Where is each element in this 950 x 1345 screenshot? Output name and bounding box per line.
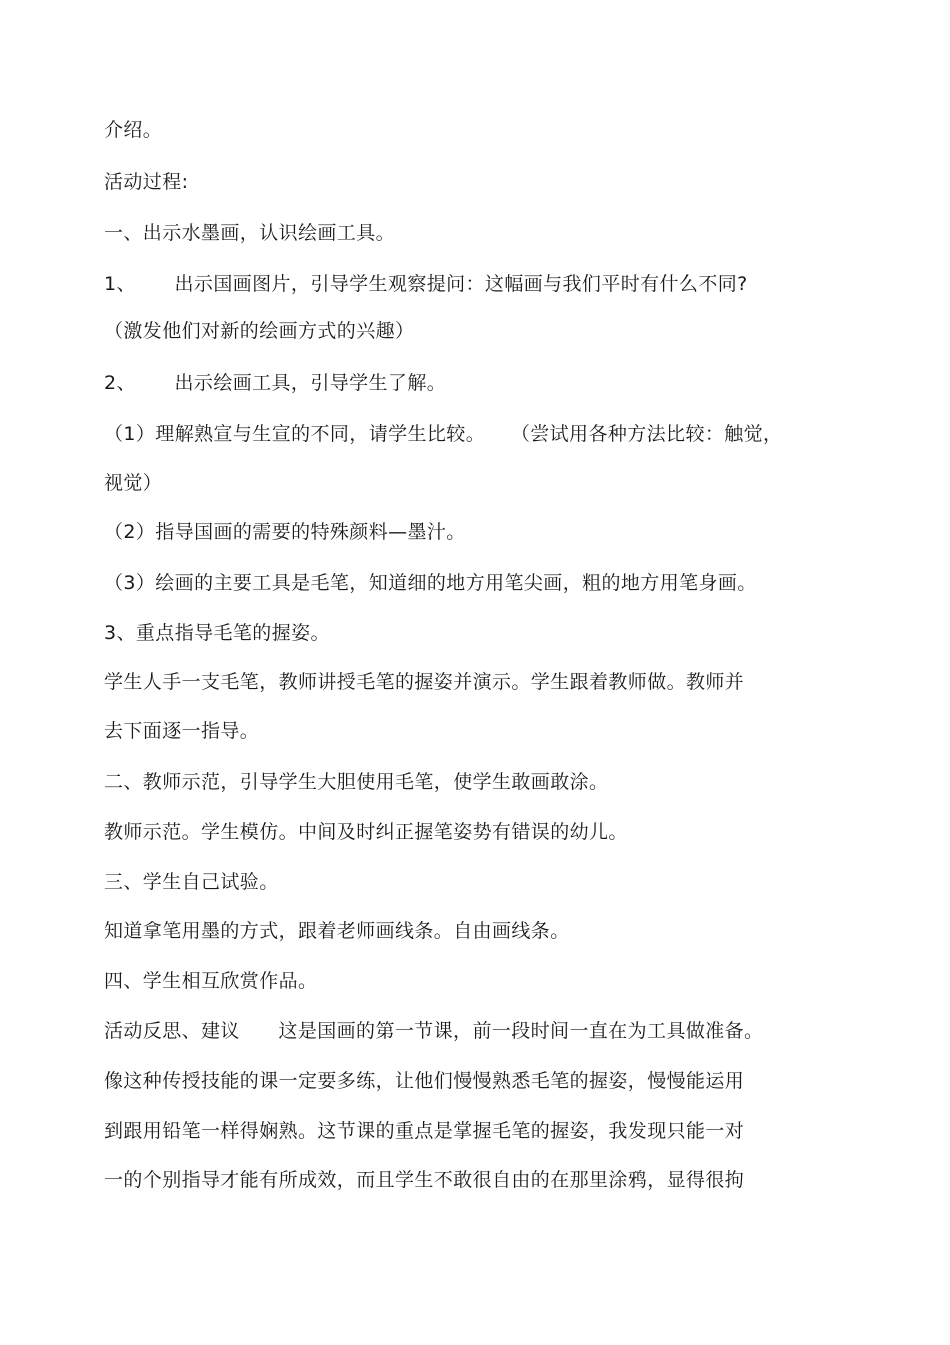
text-line: 到跟用铅笔一样得娴熟。这节课的重点是掌握毛笔的握姿，我发现只能一对 (104, 1120, 745, 1142)
text-line: 知道拿笔用墨的方式，跟着老师画线条。自由画线条。 (104, 920, 570, 942)
section-heading-4: 四、学生相互欣赏作品。 (104, 970, 318, 992)
heading-activity-process: 活动过程: (104, 171, 189, 193)
reflection-heading-line: 活动反思、建议 这是国画的第一节课，前一段时间一直在为工具做准备。 (104, 1020, 764, 1042)
section-heading-2: 二、教师示范，引导学生大胆使用毛笔，使学生敢画敢涂。 (104, 771, 609, 793)
sub-item-2: （2）指导国画的需要的特殊颜料—墨汁。 (104, 521, 466, 543)
section-heading-3: 三、学生自己试验。 (104, 871, 279, 893)
section-heading-1: 一、出示水墨画，认识绘画工具。 (104, 222, 396, 244)
text-line: （激发他们对新的绘画方式的兴趣） (104, 320, 415, 342)
text-line: 教师示范。学生模仿。中间及时纠正握笔姿势有错误的幼儿。 (104, 821, 628, 843)
text-line: 学生人手一支毛笔，教师讲授毛笔的握姿并演示。学生跟着教师做。教师并 (104, 671, 745, 693)
list-item-2: 2、 出示绘画工具，引导学生了解。 (104, 372, 447, 394)
text-line: 去下面逐一指导。 (104, 720, 260, 742)
text-line-intro: 介绍。 (104, 119, 163, 141)
text-line: 视觉） (104, 472, 163, 494)
sub-item-3: （3）绘画的主要工具是毛笔，知道细的地方用笔尖画，粗的地方用笔身画。 (104, 572, 757, 594)
list-item-1: 1、 出示国画图片，引导学生观察提问：这幅画与我们平时有什么不同? (104, 273, 748, 295)
text-line: 像这种传授技能的课一定要多练，让他们慢慢熟悉毛笔的握姿，慢慢能运用 (104, 1070, 745, 1092)
sub-item-1: （1）理解熟宣与生宣的不同，请学生比较。 （尝试用各种方法比较：触觉， (104, 423, 783, 445)
text-line: 一的个别指导才能有所成效，而且学生不敢很自由的在那里涂鸦，显得很拘 (104, 1169, 745, 1191)
list-item-3: 3、重点指导毛笔的握姿。 (104, 622, 330, 644)
